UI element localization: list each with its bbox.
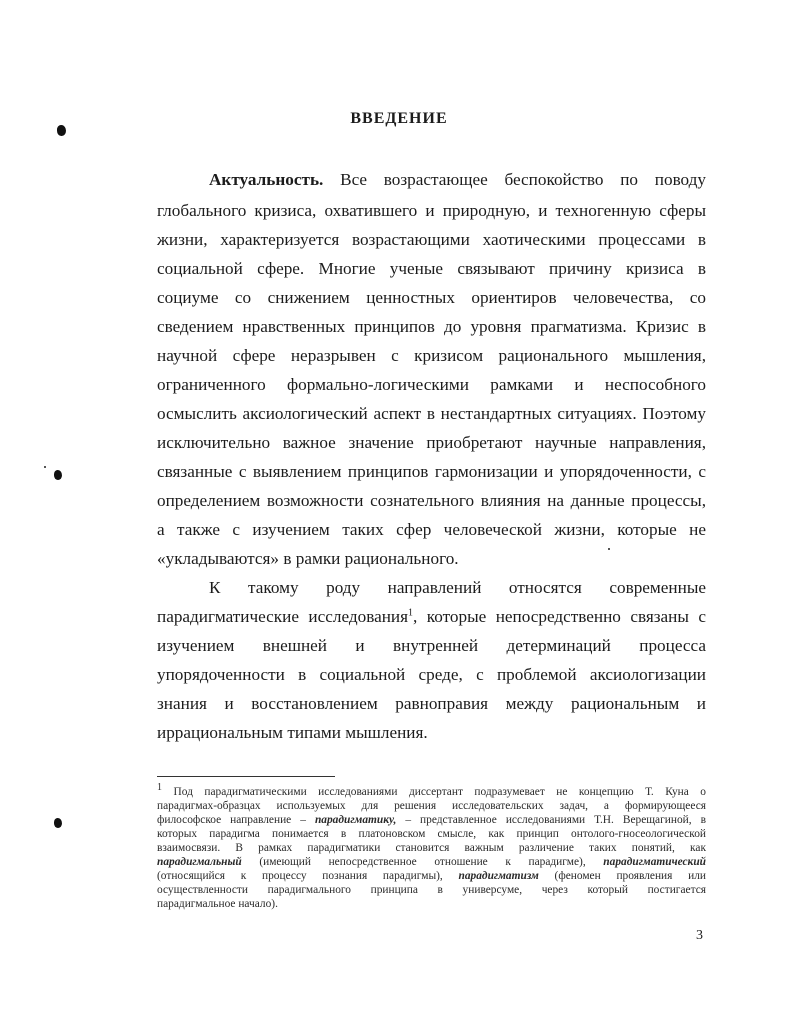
page-number: 3 — [696, 928, 703, 943]
text-line: «укладываются» в рамки рационального. — [157, 549, 459, 568]
footnote-mark: 1 — [157, 782, 162, 794]
text-line: жизни, характеризуется возрастающими хаотическими процессами в — [157, 230, 706, 249]
text-line: а также с изучением таких сфер человеческой жизни, которые не — [157, 520, 706, 539]
text-span: парадигматические исследования — [157, 607, 409, 626]
text-span: Все возрастающее беспокойство по поводу — [323, 170, 706, 189]
footnote-line: парадигмальное начало). — [157, 898, 278, 910]
emphasized-term: парадигматизм — [458, 870, 539, 882]
text-span: философское направление – — [157, 814, 315, 826]
text-line: иррациональным типами мышления. — [157, 723, 428, 742]
text-line — [209, 170, 706, 190]
scan-hole-mark — [54, 818, 62, 828]
emphasized-term: парадигматический — [603, 856, 706, 868]
emphasized-term: парадигмальный — [157, 856, 242, 868]
footnote-line — [157, 782, 706, 799]
text-span: (относящийся к процессу познания парадигмы), — [157, 870, 459, 882]
text-line: глобального кризиса, охватившего и природную, и техногенную сферы — [157, 201, 706, 220]
footnote-separator — [157, 776, 335, 777]
text-line: научной сфере неразрывен с кризисом рационального мышления, — [157, 346, 706, 365]
text-span: (феномен проявления или — [538, 870, 706, 882]
scan-speck — [44, 466, 46, 468]
text-span: , которые непосредственно связаны с — [413, 607, 706, 626]
footnote-line — [157, 855, 706, 869]
text-line: социальной сфере. Многие ученые связывают причину кризиса в — [157, 259, 706, 278]
text-span: – представленное исследованиями Т.Н. Верещагиной, в — [396, 814, 706, 826]
text-line: определением возможности сознательного влияния на данные процессы, — [157, 491, 706, 510]
footnote-line: осуществленности парадигмального принципа в универсуме, через который постигается — [157, 884, 706, 896]
text-line: сведением нравственных принципов до уровня прагматизма. Кризис в — [157, 317, 706, 336]
text-line: исключительно важное значение приобретают научные направления, — [157, 433, 706, 452]
text-line: знания и восстановлением равноправия между рациональным и — [157, 694, 706, 713]
footnote-line: парадигмах-образцах используемых для решения исследовательских задач, а формирующееся — [157, 800, 706, 812]
scan-hole-mark — [54, 470, 62, 480]
text-span: Под парадигматическими исследованиями диссертант подразумевает не концепцию Т. Куна о — [162, 786, 706, 798]
footnote-reference: 1 — [408, 607, 414, 619]
footnote-line — [157, 813, 706, 827]
text-span: (имеющий непосредственное отношение к парадигме), — [241, 856, 604, 868]
text-line: изучением внешней и внутренней детерминаций процесса — [157, 636, 706, 655]
text-line: упорядоченности в социальной среде, с проблемой аксиологизации — [157, 665, 706, 684]
text-line — [157, 607, 706, 627]
text-line: ограниченного формально-логическими рамками и неспособного — [157, 375, 706, 394]
footnote-line: которых парадигма понимается в платоновском смысле, как принцип онтолого-гносеологической — [157, 828, 706, 840]
footnote-line — [157, 869, 706, 883]
paragraph-lead: Актуальность. — [209, 170, 324, 189]
footnote-line: взаимосвязи. В рамках парадигматики становится важным различение таких понятий, как — [157, 842, 706, 854]
emphasized-term: парадигматику, — [314, 814, 397, 826]
text-line: К такому роду направлений относятся современные — [209, 578, 706, 597]
page-title: ВВЕДЕНИЕ — [350, 110, 448, 127]
text-line: социуме со снижением ценностных ориентиров человечества, со — [157, 288, 706, 307]
text-line: осмыслить аксиологический аспект в нестандартных ситуациях. Поэтому — [157, 404, 706, 423]
text-line: связанные с выявлением принципов гармонизации и упорядоченности, с — [157, 462, 706, 481]
